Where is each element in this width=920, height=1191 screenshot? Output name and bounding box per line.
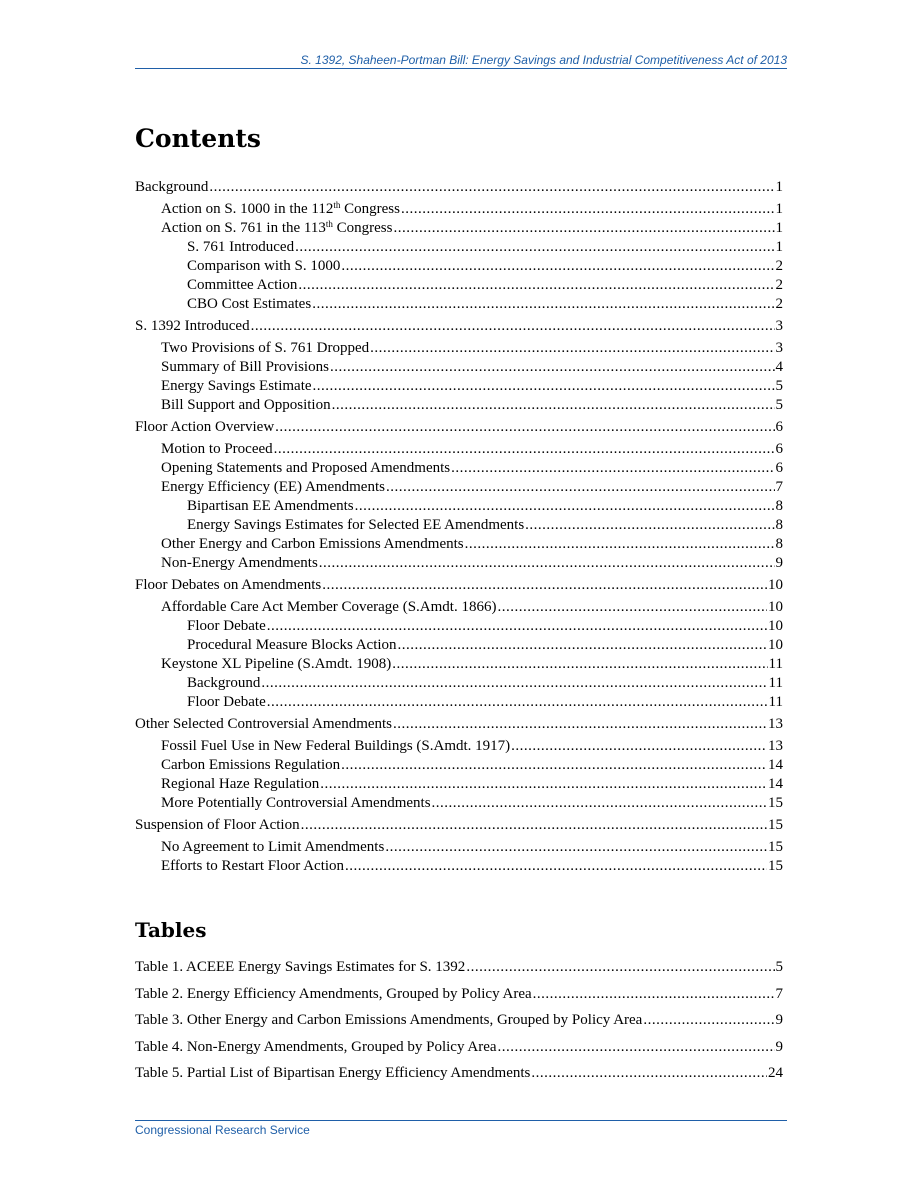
toc-entry-text: Efforts to Restart Floor Action [161, 858, 345, 874]
dot-leader [393, 714, 767, 734]
toc-entry-text: Background [135, 179, 209, 195]
toc-entry-contents-32[interactable] [135, 815, 783, 835]
toc-entry-text: Bill Support and Opposition [161, 397, 331, 413]
toc-entry-superscript: th [333, 200, 341, 210]
toc-entry-title [135, 984, 532, 1004]
toc-entry-text: Affordable Care Act Member Coverage (S.Amdt. 1866) [161, 599, 497, 615]
toc-entry-title [161, 338, 369, 358]
toc-entry-text: Floor Debates on Amendments [135, 577, 322, 593]
toc-entry-text: Energy Savings Estimate [161, 378, 312, 394]
dot-leader [393, 218, 774, 238]
dot-leader [498, 1037, 775, 1057]
toc-entry-text: S. 761 Introduced [187, 239, 295, 255]
toc-entry-table-2[interactable] [135, 1010, 783, 1030]
toc-entry-text: Table 3. Other Energy and Carbon Emissions Amendments, Grouped by Policy Area [135, 1012, 643, 1028]
toc-page-number: 2 [775, 258, 783, 274]
toc-entry-contents-18[interactable] [161, 534, 783, 554]
dot-leader [209, 177, 774, 197]
toc-entry-title [161, 597, 496, 617]
toc-page-number: 11 [768, 656, 783, 672]
toc-entry-title [161, 395, 331, 415]
dot-leader [295, 237, 774, 257]
toc-entry-title [135, 1063, 530, 1083]
toc-entry-contents-11[interactable] [161, 395, 783, 415]
toc-entry-title [135, 575, 321, 595]
dot-leader [301, 815, 767, 835]
dot-leader [385, 837, 767, 857]
toc-entry-text: No Agreement to Limit Amendments [161, 839, 385, 855]
toc-entry-text: Carbon Emissions Regulation [161, 757, 341, 773]
toc-entry-text: Regional Haze Regulation [161, 776, 320, 792]
toc-entry-text: Floor Debate [187, 694, 266, 710]
toc-page-number: 6 [775, 460, 783, 476]
toc-entry-contents-16[interactable] [187, 496, 783, 516]
toc-entry-table-1[interactable] [135, 984, 783, 1004]
toc-entry-title [135, 417, 274, 437]
toc-entry-contents-1[interactable] [161, 199, 783, 219]
footer-rule [135, 1120, 787, 1121]
toc-entry-text: Comparison with S. 1000 [187, 258, 341, 274]
toc-page-number: 9 [775, 555, 783, 571]
dot-leader [267, 692, 768, 712]
toc-entry-contents-31[interactable] [161, 793, 783, 813]
toc-page-number: 10 [768, 577, 783, 593]
dot-leader [330, 357, 775, 377]
toc-page-number: 6 [775, 419, 783, 435]
toc-page-number: 24 [768, 1065, 783, 1081]
dot-leader [401, 199, 775, 219]
toc-page-number: 15 [768, 795, 783, 811]
toc-entry-contents-13[interactable] [161, 439, 783, 459]
dot-leader [392, 654, 767, 674]
toc-entry-title [161, 218, 392, 238]
toc-entry-title [187, 515, 524, 535]
dot-leader [533, 984, 775, 1004]
toc-entry-contents-3[interactable] [187, 237, 783, 257]
dot-leader [531, 1063, 767, 1083]
toc-page-number: 14 [768, 776, 783, 792]
toc-entry-contents-29[interactable] [161, 755, 783, 775]
dot-leader [511, 736, 767, 756]
toc-entry-title [161, 755, 340, 775]
dot-leader [341, 755, 767, 775]
toc-entry-contents-4[interactable] [187, 256, 783, 276]
toc-page-number: 14 [768, 757, 783, 773]
dot-leader [451, 458, 774, 478]
dot-leader [322, 575, 767, 595]
toc-entry-table-4[interactable] [135, 1063, 783, 1083]
dot-leader [345, 856, 767, 876]
toc-page-number: 2 [775, 277, 783, 293]
toc-entry-table-3[interactable] [135, 1037, 783, 1057]
toc-page-number: 3 [775, 318, 783, 334]
toc-entry-title [161, 477, 385, 497]
toc-entry-contents-20[interactable] [135, 575, 783, 595]
toc-entry-contents-9[interactable] [161, 357, 783, 377]
toc-entry-title [135, 714, 392, 734]
dot-leader [355, 496, 775, 516]
toc-entry-text: Energy Savings Estimates for Selected EE Amendments [187, 517, 525, 533]
toc-entry-title [135, 316, 250, 336]
dot-leader [643, 1010, 774, 1030]
contents-title: Contents [135, 124, 262, 153]
dot-leader [261, 673, 767, 693]
toc-entry-contents-7[interactable] [135, 316, 783, 336]
toc-entry-title [187, 635, 397, 655]
tables-title: Tables [135, 918, 207, 942]
toc-page-number: 11 [768, 694, 783, 710]
toc-entry-text: Two Provisions of S. 761 Dropped [161, 340, 370, 356]
toc-entry-title [187, 237, 294, 257]
toc-entry-contents-6[interactable] [187, 294, 783, 314]
toc-page-number: 9 [775, 1012, 783, 1028]
toc-entry-contents-19[interactable] [161, 553, 783, 573]
toc-page-number: 5 [775, 378, 783, 394]
dot-leader [525, 515, 774, 535]
toc-page-number: 3 [775, 340, 783, 356]
toc-entry-text: Committee Action [187, 277, 298, 293]
toc-entry-text: Background [187, 675, 261, 691]
dot-leader [251, 316, 775, 336]
toc-entry-text: Table 2. Energy Efficiency Amendments, Grouped by Policy Area [135, 985, 532, 1002]
toc-entry-text: Table 5. Partial List of Bipartisan Energy Efficiency Amendments [135, 1065, 531, 1081]
dot-leader [312, 294, 774, 314]
toc-page-number: 15 [768, 817, 783, 833]
header-rule [135, 68, 787, 69]
toc-entry-text: CBO Cost Estimates [187, 296, 312, 312]
dot-leader [332, 395, 775, 415]
toc-entry-contents-15[interactable] [161, 477, 783, 497]
toc-page-number: 13 [768, 738, 783, 754]
toc-entry-text: Other Selected Controversial Amendments [135, 716, 393, 732]
toc-entry-contents-26[interactable] [187, 692, 783, 712]
dot-leader [386, 477, 775, 497]
toc-entry-title [187, 256, 340, 276]
toc-entry-contents-10[interactable] [161, 376, 783, 396]
toc-entry-title [187, 673, 260, 693]
dot-leader [319, 553, 775, 573]
toc-page-number: 15 [768, 858, 783, 874]
toc-entry-title [161, 534, 464, 554]
toc-page-number: 7 [775, 479, 783, 495]
toc-page-number: 1 [775, 239, 783, 255]
toc-entry-contents-28[interactable] [161, 736, 783, 756]
dot-leader [432, 793, 767, 813]
toc-page-number: 7 [775, 985, 783, 1002]
toc-entry-contents-5[interactable] [187, 275, 783, 295]
toc-entry-contents-27[interactable] [135, 714, 783, 734]
toc-entry-text: Suspension of Floor Action [135, 817, 300, 833]
dot-leader [267, 616, 767, 636]
toc-page-number: 6 [775, 441, 783, 457]
toc-entry-title [161, 654, 391, 674]
toc-entry-title [161, 199, 400, 219]
dot-leader [497, 597, 767, 617]
toc-entry-title [161, 774, 319, 794]
toc-entry-text: Procedural Measure Blocks Action [187, 637, 397, 653]
toc-entry-contents-2[interactable] [161, 218, 783, 238]
dot-leader [320, 774, 767, 794]
toc-entry-contents-0[interactable] [135, 177, 783, 197]
toc-entry-contents-24[interactable] [161, 654, 783, 674]
toc-entry-title [161, 357, 329, 377]
toc-entry-text-tail: Congress [332, 220, 393, 236]
toc-entry-contents-21[interactable] [161, 597, 783, 617]
toc-entry-contents-8[interactable] [161, 338, 783, 358]
toc-entry-title [187, 294, 311, 314]
dot-leader [341, 256, 774, 276]
toc-page-number: 9 [775, 1038, 783, 1055]
toc-entry-title [161, 439, 273, 459]
toc-page-number: 10 [768, 637, 783, 653]
toc-entry-text: Floor Action Overview [135, 419, 275, 435]
toc-entry-title [135, 815, 300, 835]
toc-page-number: 8 [775, 498, 783, 514]
toc-page-number: 15 [768, 839, 783, 855]
toc-entry-title [161, 856, 344, 876]
toc-entry-text: Table 4. Non-Energy Amendments, Grouped by Policy Area [135, 1038, 497, 1055]
toc-entry-text: Keystone XL Pipeline (S.Amdt. 1908) [161, 656, 392, 672]
toc-page-number: 10 [768, 618, 783, 634]
toc-entry-title [135, 1010, 642, 1030]
toc-entry-superscript: th [325, 219, 333, 229]
dot-leader [274, 439, 775, 459]
dot-leader [398, 635, 767, 655]
dot-leader [275, 417, 774, 437]
dot-leader [313, 376, 775, 396]
toc-entry-text: More Potentially Controversial Amendments [161, 795, 431, 811]
toc-page-number: 1 [775, 179, 783, 195]
toc-page-number: 8 [775, 517, 783, 533]
toc-entry-text: Action on S. 761 in the 113 [161, 220, 326, 236]
toc-entry-table-0[interactable] [135, 957, 783, 977]
toc-entry-text: Other Energy and Carbon Emissions Amendments [161, 536, 464, 552]
toc-entry-title [135, 1037, 497, 1057]
toc-entry-title [135, 957, 465, 977]
toc-entry-text: Bipartisan EE Amendments [187, 498, 354, 514]
running-header: S. 1392, Shaheen-Portman Bill: Energy Savings and Industrial Competitiveness Act of 2013 [300, 53, 787, 67]
toc-entry-text: Fossil Fuel Use in New Federal Buildings (S.Amdt. 1917) [161, 738, 511, 754]
toc-entry-text: Energy Efficiency (EE) Amendments [161, 479, 385, 495]
toc-entry-title [161, 458, 450, 478]
toc-entry-text: Table 1. ACEEE Energy Savings Estimates for S. 1392 [135, 959, 466, 975]
toc-entry-title [161, 793, 431, 813]
toc-page-number: 11 [768, 675, 783, 691]
toc-entry-title [135, 177, 208, 197]
toc-entry-title [187, 496, 354, 516]
toc-entry-title [187, 692, 266, 712]
toc-page-number: 10 [768, 599, 783, 615]
toc-entry-title [161, 837, 384, 857]
toc-entry-title [187, 616, 266, 636]
dot-leader [466, 957, 774, 977]
toc-entry-contents-30[interactable] [161, 774, 783, 794]
toc-entry-text-tail: Congress [340, 201, 400, 217]
dot-leader [370, 338, 774, 358]
toc-page-number: 8 [775, 536, 783, 552]
toc-entry-contents-17[interactable] [187, 515, 783, 535]
toc-page-number: 1 [775, 220, 783, 236]
toc-entry-title [187, 275, 297, 295]
toc-page-number: 5 [775, 397, 783, 413]
toc-entry-contents-25[interactable] [187, 673, 783, 693]
toc-page-number: 5 [775, 959, 783, 975]
toc-page-number: 13 [768, 716, 783, 732]
toc-entry-title [161, 553, 318, 573]
toc-entry-text: Opening Statements and Proposed Amendments [161, 460, 451, 476]
toc-entry-contents-22[interactable] [187, 616, 783, 636]
toc-page-number: 4 [775, 359, 783, 375]
toc-page-number: 1 [775, 201, 783, 217]
toc-entry-title [161, 736, 510, 756]
toc-entry-contents-23[interactable] [187, 635, 783, 655]
toc-entry-text: Action on S. 1000 in the 112 [161, 201, 334, 217]
toc-entry-contents-12[interactable] [135, 417, 783, 437]
toc-entry-title [161, 376, 312, 396]
toc-page-number: 2 [775, 296, 783, 312]
toc-entry-text: Motion to Proceed [161, 441, 273, 457]
footer-organization: Congressional Research Service [135, 1123, 310, 1137]
dot-leader [298, 275, 774, 295]
toc-entry-text: Non-Energy Amendments [161, 555, 318, 571]
toc-entry-contents-33[interactable] [161, 837, 783, 857]
dot-leader [465, 534, 775, 554]
toc-entry-text: Summary of Bill Provisions [161, 359, 329, 375]
toc-entry-contents-34[interactable] [161, 856, 783, 876]
toc-entry-text: Floor Debate [187, 618, 266, 634]
toc-entry-text: S. 1392 Introduced [135, 318, 250, 334]
toc-entry-contents-14[interactable] [161, 458, 783, 478]
